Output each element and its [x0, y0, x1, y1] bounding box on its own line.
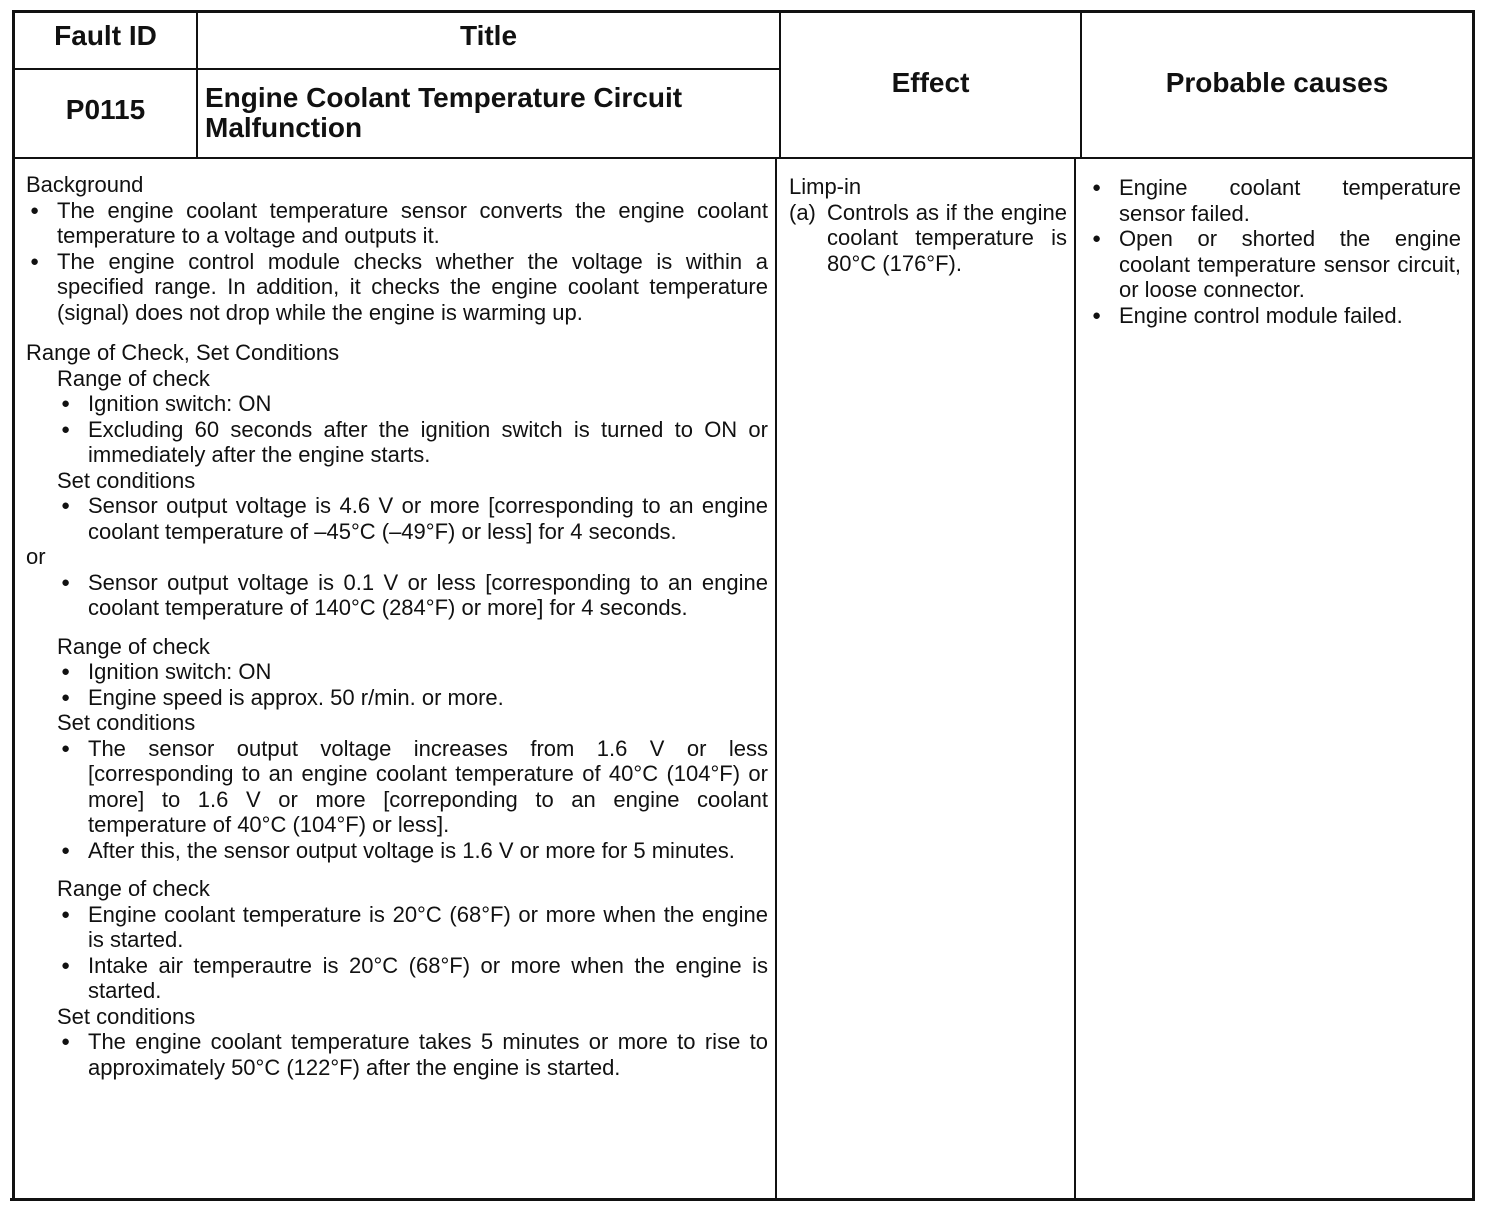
list-item: ● Excluding 60 seconds after the ignition switch is turned to ON or immediately after the engine starts.	[57, 417, 768, 468]
fault-id-header: Fault ID	[54, 20, 157, 51]
effect-item-text: Controls as if the engine coolant temperature is 80°C (176°F).	[827, 199, 1067, 276]
range-of-check-list	[57, 902, 768, 1004]
range-of-check-label: Range of check	[57, 876, 210, 901]
range-of-check-label: Range of check	[57, 365, 210, 391]
list-item: ● Engine speed is approx. 50 r/min. or more.	[57, 685, 768, 711]
list-item: ● Engine coolant temperature is 20°C (68°F) or more when the engine is started.	[57, 902, 768, 953]
or-label: or	[26, 544, 46, 569]
check-group-1	[26, 366, 768, 621]
range-of-check-list	[57, 659, 768, 710]
table-border-top	[14, 10, 1475, 13]
fault-id-value: P0115	[65, 94, 146, 125]
effect-item-tag: (a)	[789, 199, 816, 225]
set-conditions-label: Set conditions	[57, 710, 196, 735]
list-item: ● Engine control module failed.	[1088, 303, 1461, 329]
list-item: ● The engine control module checks whether the voltage is within a specified range. In addition, it checks the engine coolant temperature (signal) does not drop while the engine is warming up.	[26, 249, 768, 326]
table-border-bottom	[10, 1198, 1475, 1201]
effect-header: Effect	[891, 67, 970, 98]
causes-column-divider-body	[1074, 157, 1076, 1201]
table-border-right	[1472, 10, 1475, 1201]
list-item: ● The engine coolant temperature sensor converts the engine coolant temperature to a voltage and outputs it.	[26, 198, 768, 249]
effect-item	[789, 200, 1067, 277]
effect-cell	[789, 174, 1067, 276]
list-item: ● Ignition switch: ON	[57, 391, 768, 417]
range-of-check-label: Range of check	[57, 633, 210, 659]
effect-column-divider-body	[775, 157, 777, 1201]
list-item: ● The sensor output voltage increases from 1.6 V or less [corresponding to an engine coolant temperature of 40°C (104°F) or more] to 1.6 V or more [correponding to an engine coolant temperature of 40°C (104°F) or less].	[57, 736, 768, 838]
background-heading: Background	[26, 172, 144, 197]
set-conditions-label: Set conditions	[57, 467, 196, 493]
fault-title: Engine Coolant Temperature Circuit Malfunction	[205, 82, 683, 143]
list-item: ● Ignition switch: ON	[57, 659, 768, 685]
list-item: ● The engine coolant temperature takes 5 minutes or more to rise to approximately 50°C (122°F) after the engine is started.	[57, 1029, 768, 1080]
set-conditions-list-alt	[57, 570, 768, 621]
check-group-3	[26, 876, 768, 1080]
effect-heading: Limp-in	[789, 174, 862, 199]
set-conditions-list	[57, 493, 768, 544]
table-border-left	[12, 10, 15, 1201]
list-item: ● Intake air temperautre is 20°C (68°F) or more when the engine is started.	[57, 953, 768, 1004]
set-conditions-label: Set conditions	[57, 1003, 196, 1029]
list-item: ● Open or shorted the engine coolant temperature sensor circuit, or loose connector.	[1088, 226, 1461, 303]
set-conditions-list	[57, 1029, 768, 1080]
list-item: ● Engine coolant temperature sensor failed.	[1088, 175, 1461, 226]
probable-causes-header: Probable causes	[1165, 67, 1389, 98]
check-group-2	[26, 634, 768, 864]
probable-causes-list	[1088, 175, 1461, 328]
list-item: ● After this, the sensor output voltage is 1.6 V or more for 5 minutes.	[57, 838, 768, 864]
range-heading: Range of Check, Set Conditions	[26, 340, 340, 365]
background-list	[26, 198, 768, 326]
probable-causes-cell	[1088, 175, 1461, 328]
title-header: Title	[459, 20, 518, 51]
header-divider	[12, 157, 1475, 159]
list-item: ● Sensor output voltage is 4.6 V or more [corresponding to an engine coolant temperature of –45°C (–49°F) or less] for 4 seconds.	[57, 493, 768, 544]
set-conditions-list	[57, 736, 768, 864]
title-row-divider	[12, 68, 781, 70]
description-cell	[26, 172, 768, 1080]
list-item: ● Sensor output voltage is 0.1 V or less [corresponding to an engine coolant temperature of 140°C (284°F) or more] for 4 seconds.	[57, 570, 768, 621]
range-of-check-list	[57, 391, 768, 468]
